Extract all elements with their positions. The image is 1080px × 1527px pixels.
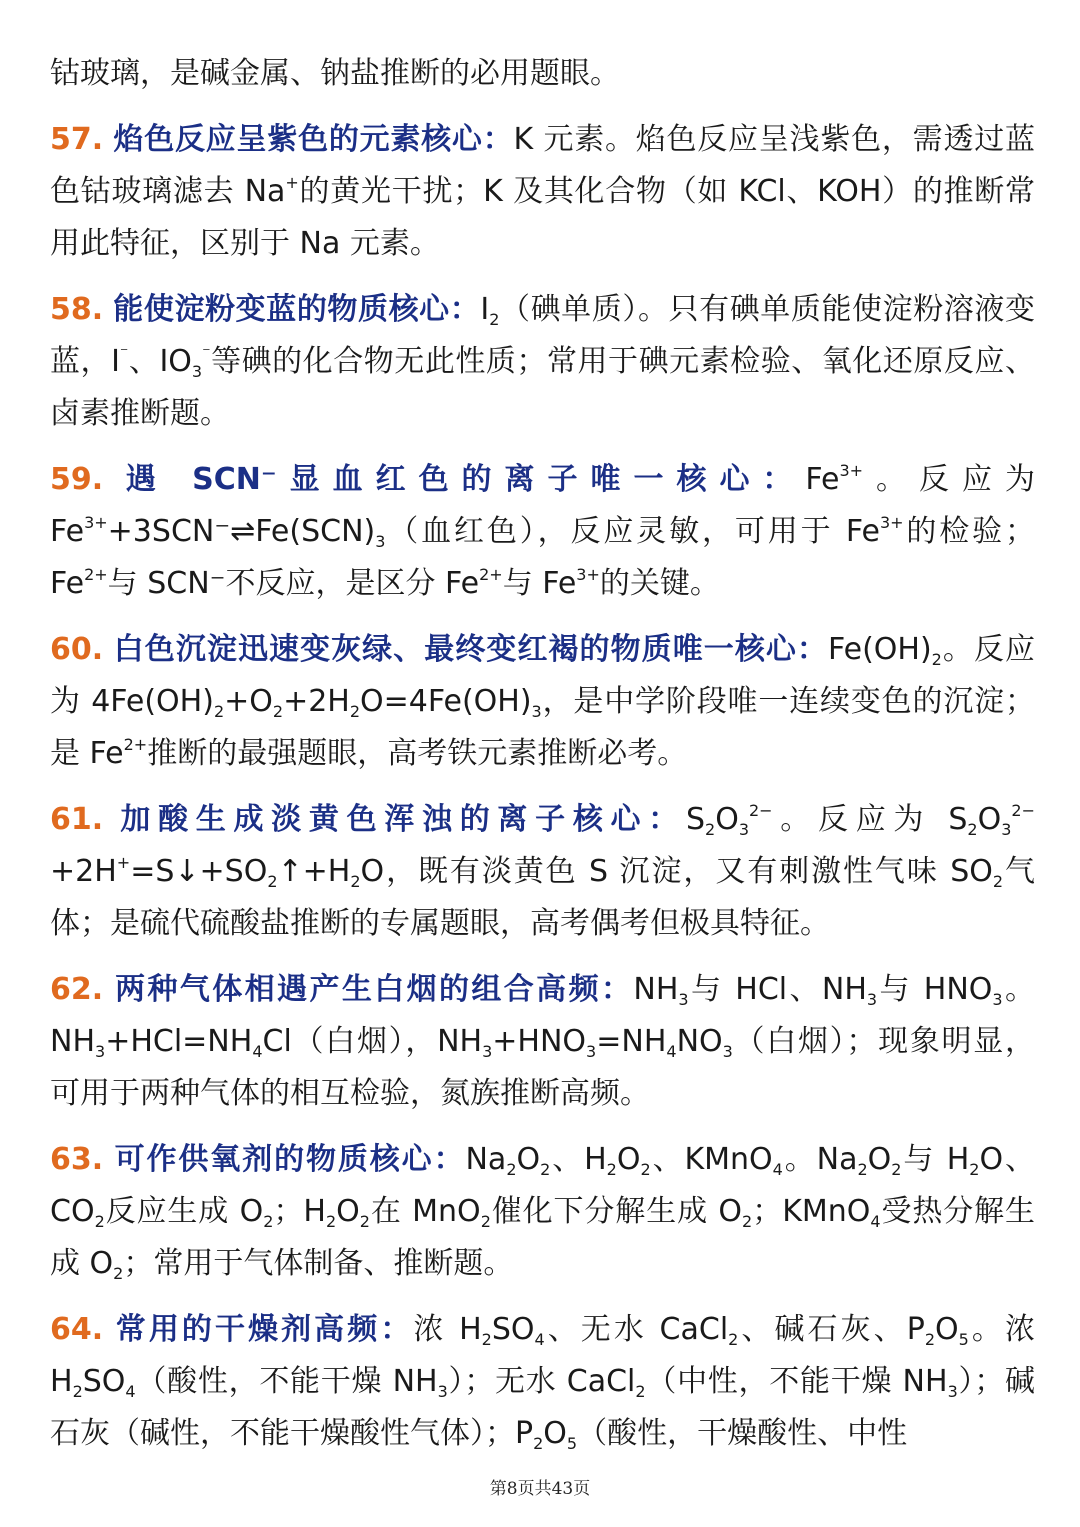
body-text: +HCl=NH — [105, 1024, 253, 1059]
subscript: 3 — [947, 1382, 958, 1401]
item-heading: 焰色反应呈紫色的元素核心： — [113, 122, 514, 157]
superscript: + — [116, 853, 131, 872]
subscript: 2 — [640, 1160, 651, 1179]
superscript: 3+ — [879, 513, 904, 532]
body-text: 受热分解生成 O — [50, 1194, 1036, 1281]
subscript: 2 — [967, 820, 978, 839]
body-text: Fe — [805, 462, 840, 497]
superscript: ⁻ — [202, 343, 211, 362]
item-number: 59. — [50, 462, 104, 497]
body-text: 的检验；Fe — [50, 514, 1036, 601]
body-text: 与 Fe — [502, 566, 577, 601]
body-text: 气体；是硫代硫酸盐推断的专属题眼，高考偶考但极具特征。 — [50, 854, 1035, 941]
body-text: 、IO — [128, 344, 192, 379]
body-text: K 元素。焰色反应呈浅紫色，需透过蓝色钴玻璃滤去 Na — [50, 122, 1035, 209]
body-text: O — [715, 802, 739, 837]
continuation-paragraph — [50, 48, 1035, 100]
body-text: O，既有淡黄色 S 沉淀，又有刺激性气味 SO — [360, 854, 993, 889]
body-text: 等碘的化合物无此性质；常用于碘元素检验、氧化还原反应、卤素推断题。 — [50, 344, 1035, 431]
body-text: O、CO — [50, 1142, 1035, 1229]
body-text: （酸性，干燥酸性、中性 — [577, 1416, 908, 1451]
body-text: 、KMnO — [650, 1142, 773, 1177]
subscript: 2 — [931, 650, 942, 669]
body-text: +2H — [283, 684, 350, 719]
body-text: NH — [633, 972, 679, 1007]
subscript: 2 — [349, 702, 361, 721]
subscript: 2 — [359, 1212, 370, 1231]
subscript: 4 — [666, 1042, 677, 1061]
subscript: 4 — [252, 1042, 263, 1061]
superscript: 2+ — [479, 565, 503, 584]
subscript: 3 — [866, 990, 878, 1009]
subscript: 3 — [531, 702, 542, 721]
document-body — [50, 48, 1035, 1474]
body-text: Na — [465, 1142, 507, 1177]
item-heading: 遇 SCN⁻显血红色的离子唯一核心： — [125, 462, 806, 497]
body-text: 与 SCN⁻不反应，是区分 Fe — [107, 566, 480, 601]
subscript: 3 — [375, 532, 386, 551]
body-text: （碘单质）。只有碘单质能使淀粉溶液变蓝，I — [50, 292, 1036, 379]
superscript: 3+ — [839, 461, 864, 480]
body-text: 。反应为 4Fe(OH) — [50, 632, 1036, 719]
subscript: 2 — [540, 1160, 551, 1179]
item-61 — [50, 794, 1035, 950]
item-59 — [50, 454, 1035, 610]
subscript: 2 — [350, 872, 361, 891]
item-number: 63. — [50, 1142, 104, 1177]
subscript: 3 — [586, 1042, 597, 1061]
subscript: 3 — [678, 990, 689, 1009]
body-text: =NH — [596, 1024, 667, 1059]
body-text: ，是中学阶段唯一连续变色的沉淀；是 Fe — [50, 684, 1035, 771]
item-63 — [50, 1134, 1035, 1290]
body-text: 。反应为 S — [772, 802, 968, 837]
subscript: 2 — [992, 872, 1004, 891]
subscript: 2 — [891, 1160, 902, 1179]
body-text: 浓 H — [413, 1312, 482, 1347]
body-text: +3SCN⁻⇌Fe(SCN) — [107, 514, 376, 549]
item-58 — [50, 284, 1035, 440]
subscript: 5 — [566, 1434, 578, 1453]
body-text: SO — [82, 1364, 126, 1399]
subscript: 2 — [272, 702, 284, 721]
subscript: 2 — [267, 872, 278, 891]
subscript: 2 — [263, 1212, 274, 1231]
subscript: 2 — [606, 1160, 617, 1179]
body-text: +2H — [50, 854, 117, 889]
body-text: O — [543, 1416, 567, 1451]
body-text: 与 HCl、NH — [688, 972, 867, 1007]
subscript: 3 — [722, 1042, 733, 1061]
item-heading: 白色沉淀迅速变灰绿、最终变红褐的物质唯一核心： — [113, 632, 828, 667]
body-text: （血红色），反应灵敏，可用于 Fe — [385, 514, 880, 549]
superscript: 2− — [749, 801, 773, 820]
body-text: ；常用于气体制备、推断题。 — [123, 1246, 514, 1281]
item-62 — [50, 964, 1035, 1120]
body-text: O=4Fe(OH) — [360, 684, 532, 719]
subscript: 2 — [857, 1160, 868, 1179]
body-text: 。浓 H — [50, 1312, 1035, 1399]
subscript: 3 — [1001, 820, 1012, 839]
subscript: 3 — [738, 820, 749, 839]
superscript: + — [285, 173, 299, 192]
body-text: SO — [491, 1312, 535, 1347]
body-text: 。反应为 Fe — [50, 462, 1035, 549]
subscript: 2 — [742, 1212, 753, 1231]
item-heading: 能使淀粉变蓝的物质核心： — [113, 292, 481, 327]
body-text: 。Na — [782, 1142, 858, 1177]
body-text: Cl（白烟），NH — [262, 1024, 483, 1059]
body-text: +HNO — [492, 1024, 587, 1059]
item-number: 60. — [50, 632, 104, 667]
body-text: 与 HNO — [877, 972, 993, 1007]
subscript: 2 — [506, 1160, 517, 1179]
body-text: （白烟）；现象明显，可用于两种气体的相互检验，氮族推断高频。 — [50, 1024, 1035, 1111]
body-text: 与 H — [901, 1142, 970, 1177]
subscript: 3 — [482, 1042, 493, 1061]
item-number: 58. — [50, 292, 104, 327]
item-heading: 常用的干燥剂高频： — [115, 1312, 414, 1347]
subscript: 5 — [958, 1330, 969, 1349]
body-text: 、H — [550, 1142, 607, 1177]
body-text: =S↓+SO — [130, 854, 268, 889]
body-text: Fe(OH) — [828, 632, 932, 667]
subscript: 4 — [870, 1212, 881, 1231]
item-heading: 加酸生成淡黄色浑浊的离子核心： — [120, 802, 686, 837]
body-text: ；KMnO — [752, 1194, 871, 1229]
body-text: 。NH — [50, 972, 1036, 1059]
superscript: 2− — [1011, 801, 1035, 820]
item-number: 64. — [50, 1312, 104, 1347]
subscript: 4 — [534, 1330, 545, 1349]
body-text: O — [867, 1142, 892, 1177]
subscript: 2 — [72, 1382, 83, 1401]
subscript: 2 — [213, 702, 225, 721]
subscript: 2 — [481, 1330, 492, 1349]
body-text: 催化下分解生成 O — [490, 1194, 743, 1229]
body-text: O — [935, 1312, 959, 1347]
subscript: 2 — [480, 1212, 491, 1231]
subscript: 4 — [125, 1382, 136, 1401]
body-text: 的关键。 — [599, 566, 720, 601]
superscript: ⁻ — [119, 343, 129, 362]
body-text: O — [336, 1194, 360, 1229]
superscript: 3+ — [84, 513, 108, 532]
item-57 — [50, 114, 1035, 270]
subscript: 2 — [533, 1434, 544, 1453]
item-64 — [50, 1304, 1035, 1460]
body-text: O — [516, 1142, 541, 1177]
subscript: 4 — [772, 1160, 783, 1179]
body-text: ）；碱石灰（碱性，不能干燥酸性气体）；P — [50, 1364, 1035, 1451]
body-text: I — [480, 292, 490, 327]
subscript: 2 — [924, 1330, 936, 1349]
superscript: 3+ — [576, 565, 600, 584]
body-text: 、无水 CaCl — [544, 1312, 729, 1347]
item-60 — [50, 624, 1035, 780]
item-heading: 两种气体相遇产生白烟的组合高频： — [115, 972, 634, 1007]
body-text: 钴玻璃，是碱金属、钠盐推断的必用题眼。 — [50, 56, 620, 91]
body-text: （中性，不能干燥 NH — [645, 1364, 948, 1399]
subscript: 2 — [705, 820, 716, 839]
subscript: 2 — [325, 1212, 337, 1231]
body-text: +O — [224, 684, 273, 719]
body-text: ）；无水 CaCl — [447, 1364, 636, 1399]
subscript: 2 — [969, 1160, 980, 1179]
subscript: 3 — [95, 1042, 106, 1061]
body-text: （酸性，不能干燥 NH — [135, 1364, 438, 1399]
subscript: 3 — [191, 362, 203, 381]
subscript: 3 — [437, 1382, 448, 1401]
item-number: 62. — [50, 972, 104, 1007]
body-text: 推断的最强题眼，高考铁元素推断必考。 — [147, 736, 688, 771]
subscript: 2 — [489, 310, 500, 329]
item-number: 61. — [50, 802, 104, 837]
body-text: O — [977, 802, 1002, 837]
body-text: ；H — [273, 1194, 326, 1229]
page-footer: 第8页共43页 — [489, 1479, 591, 1499]
superscript: 2+ — [123, 735, 148, 754]
subscript: 2 — [635, 1382, 646, 1401]
body-text: 反应生成 O — [104, 1194, 264, 1229]
body-text: 在 MnO — [369, 1194, 481, 1229]
body-text: S — [685, 802, 705, 837]
body-text: 、碱石灰、P — [738, 1312, 925, 1347]
body-text: NO — [676, 1024, 723, 1059]
item-heading: 可作供氧剂的物质核心： — [114, 1142, 466, 1177]
subscript: 2 — [113, 1264, 124, 1283]
item-number: 57. — [50, 122, 104, 157]
body-text: 的黄光干扰；K 及其化合物（如 KCl、KOH）的推断常用此特征，区别于 Na 元素。 — [50, 174, 1035, 261]
body-text: O — [616, 1142, 641, 1177]
subscript: 2 — [728, 1330, 739, 1349]
subscript: 2 — [94, 1212, 105, 1231]
body-text: ↑+H — [277, 854, 351, 889]
superscript: 2+ — [84, 565, 108, 584]
subscript: 3 — [992, 990, 1003, 1009]
